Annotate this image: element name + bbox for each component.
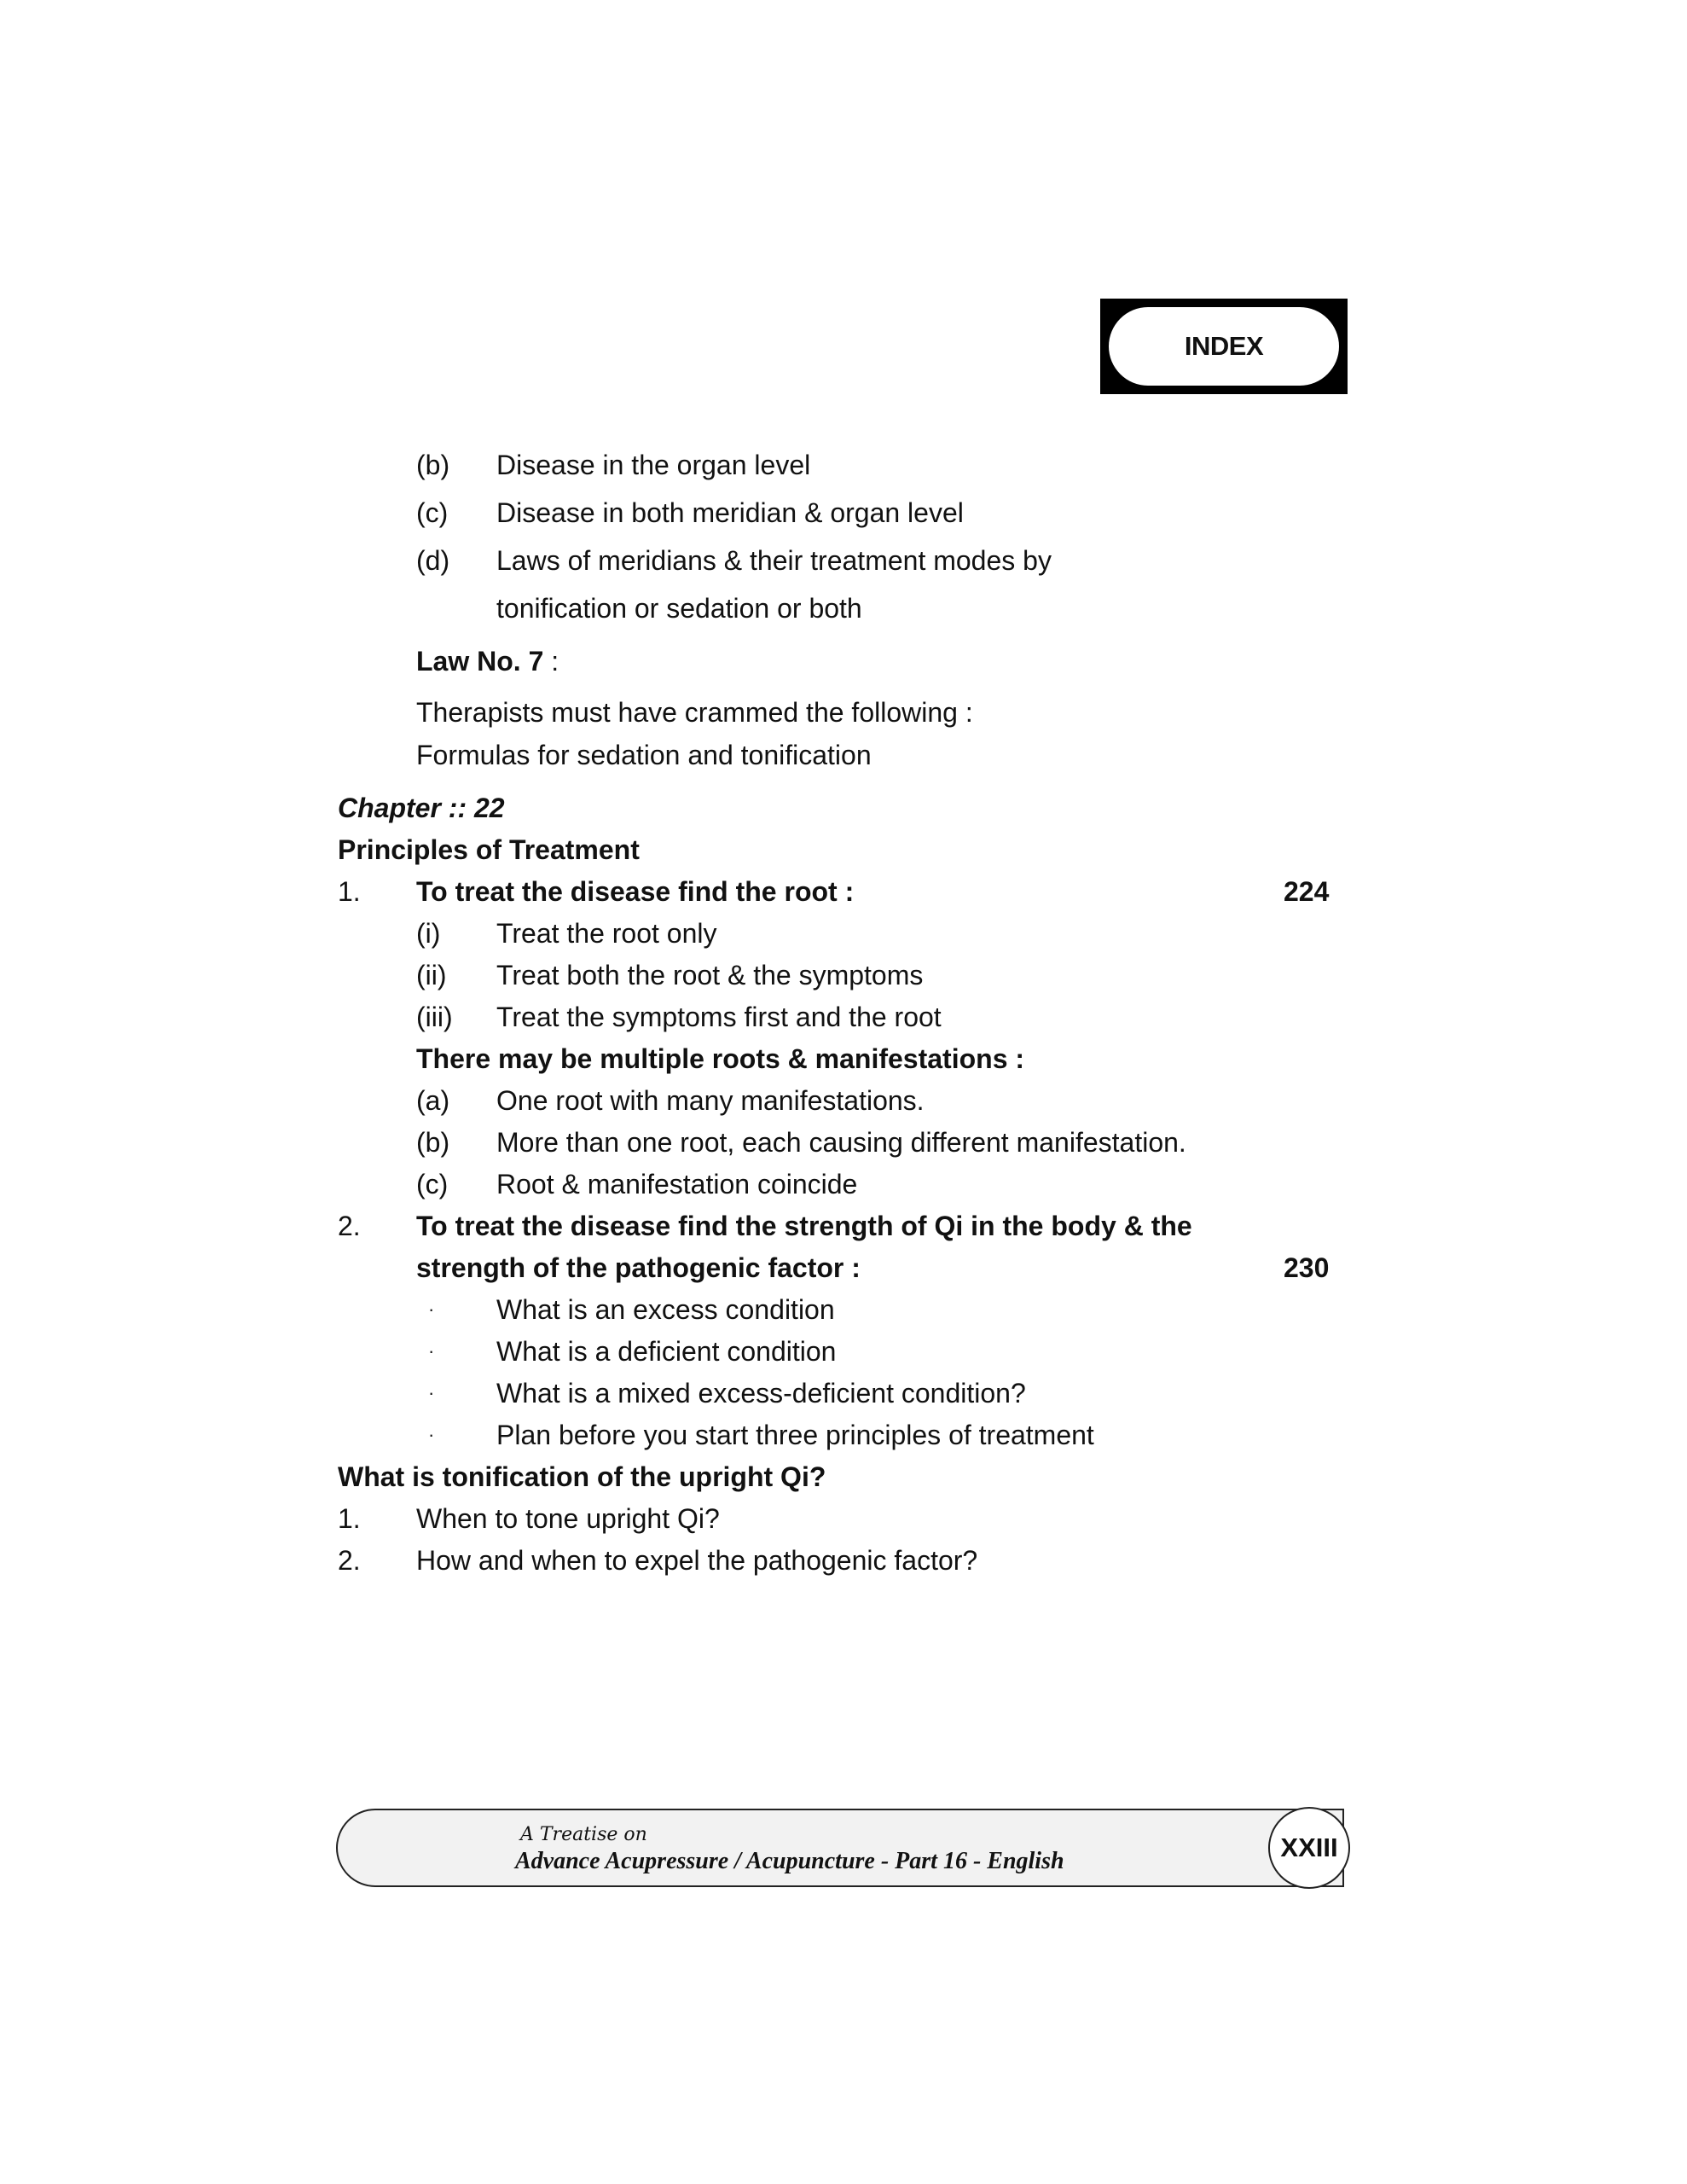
bullet-item xyxy=(0,1330,1687,1373)
item-label: (b) xyxy=(416,1127,450,1158)
item-text: tonification or sedation or both xyxy=(496,593,862,624)
list-item xyxy=(0,912,1687,955)
item-text: To treat the disease find the root : xyxy=(416,876,855,907)
bullet-item xyxy=(0,1288,1687,1331)
item-label: (a) xyxy=(416,1085,450,1116)
item-text: More than one root, each causing different manifestation. xyxy=(496,1127,1186,1158)
chapter-title: Chapter :: 22 xyxy=(338,793,505,823)
index-label: INDEX xyxy=(1109,307,1339,386)
item-label: (i) xyxy=(416,918,441,949)
page-number: 230 xyxy=(1284,1252,1330,1283)
item-text: What is a mixed excess-deficient condition? xyxy=(496,1378,1026,1409)
list-item xyxy=(0,954,1687,996)
bullet-item xyxy=(0,1414,1687,1456)
item-text: Disease in the organ level xyxy=(496,450,811,480)
item-label: (c) xyxy=(416,497,449,528)
list-item xyxy=(0,491,1687,534)
subheading xyxy=(0,1037,1687,1080)
item-text: Treat the root only xyxy=(496,918,717,949)
item-text: What is an excess condition xyxy=(496,1294,835,1325)
list-item xyxy=(0,1121,1687,1164)
item-text: Treat the symptoms first and the root xyxy=(496,1002,942,1032)
list-item xyxy=(0,870,1687,913)
item-number: 1. xyxy=(338,876,361,907)
list-item xyxy=(0,1205,1687,1247)
subheading-text: There may be multiple roots & manifestations : xyxy=(416,1043,1025,1074)
law-heading xyxy=(0,640,1687,682)
item-label: (ii) xyxy=(416,960,447,990)
item-number: 1. xyxy=(338,1503,361,1534)
bullet-icon: · xyxy=(428,1340,435,1362)
item-text: How and when to expel the pathogenic factor? xyxy=(416,1545,978,1576)
page-number-badge: XXIII xyxy=(1268,1807,1350,1889)
item-label: (d) xyxy=(416,545,450,576)
item-text: Plan before you start three principles of treatment xyxy=(496,1420,1094,1450)
list-item xyxy=(0,1163,1687,1205)
section-title: What is tonification of the upright Qi? xyxy=(338,1461,826,1492)
bullet-icon: · xyxy=(428,1424,435,1445)
list-item xyxy=(0,1497,1687,1540)
item-number: 2. xyxy=(338,1211,361,1241)
list-item xyxy=(0,996,1687,1038)
law-heading-colon: : xyxy=(543,646,559,677)
item-number: 2. xyxy=(338,1545,361,1576)
bullet-item xyxy=(0,1372,1687,1414)
list-item-continuation xyxy=(0,587,1687,630)
list-item xyxy=(0,1539,1687,1582)
footer-subtitle: A Treatise on xyxy=(520,1824,647,1845)
list-item xyxy=(0,444,1687,486)
paragraph-text: Formulas for sedation and tonification xyxy=(416,740,872,770)
bullet-icon: · xyxy=(428,1382,435,1403)
item-text: Laws of meridians & their treatment modes by xyxy=(496,545,1052,576)
bullet-icon: · xyxy=(428,1298,435,1320)
item-label: (b) xyxy=(416,450,450,480)
index-header-box xyxy=(1100,299,1348,394)
chapter-heading xyxy=(0,787,1687,829)
law-heading-bold: Law No. 7 xyxy=(416,646,544,677)
page-number: 224 xyxy=(1284,876,1330,907)
item-text: To treat the disease find the strength of Qi in the body & the xyxy=(416,1211,1192,1241)
list-item xyxy=(0,539,1687,582)
item-text: Disease in both meridian & organ level xyxy=(496,497,964,528)
footer-title: Advance Acupressure / Acupuncture - Part 16 - English xyxy=(515,1848,1064,1874)
list-item-continuation xyxy=(0,1246,1687,1289)
paragraph-line xyxy=(0,691,1687,734)
section-title: Principles of Treatment xyxy=(338,834,640,865)
section-heading xyxy=(0,1455,1687,1498)
item-text: When to tone upright Qi? xyxy=(416,1503,720,1534)
paragraph-line xyxy=(0,734,1687,776)
paragraph-text: Therapists must have crammed the following : xyxy=(416,697,973,728)
item-label: (iii) xyxy=(416,1002,453,1032)
item-text: What is a deficient condition xyxy=(496,1336,837,1367)
item-label: (c) xyxy=(416,1169,449,1199)
section-heading xyxy=(0,828,1687,871)
list-item xyxy=(0,1079,1687,1122)
item-text: Treat both the root & the symptoms xyxy=(496,960,924,990)
item-text: Root & manifestation coincide xyxy=(496,1169,858,1199)
item-text: One root with many manifestations. xyxy=(496,1085,925,1116)
item-text: strength of the pathogenic factor : xyxy=(416,1252,861,1283)
